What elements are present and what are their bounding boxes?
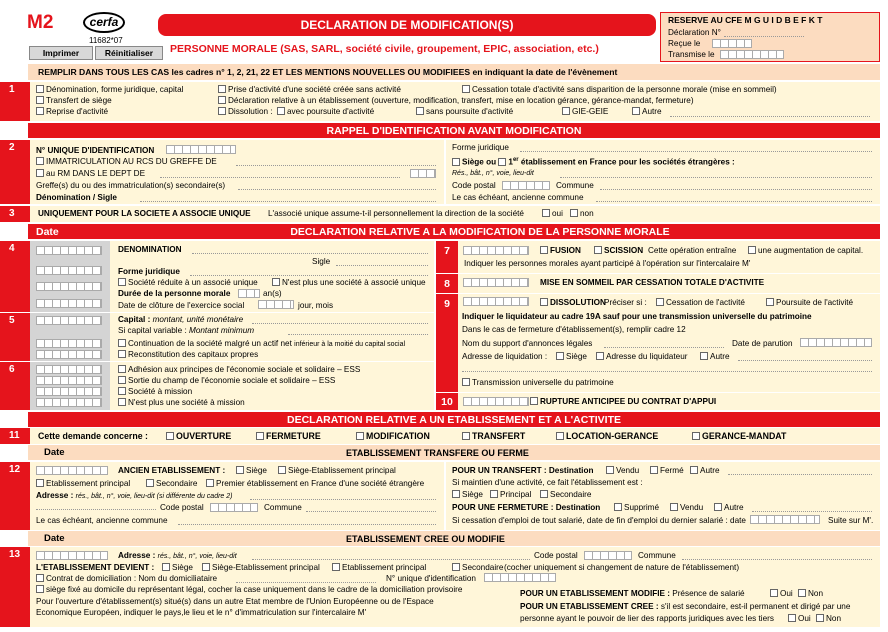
section-10-number: 10 [436,393,458,410]
s9-siege[interactable]: Siège [556,352,587,362]
s6-plus-mission[interactable]: N'est plus une société à mission [118,398,245,408]
s4-ans: an(s) [263,289,282,298]
s13-modifie: POUR UN ETABLISSEMENT MODIFIE : Présence de salarié [520,589,745,598]
s2-immat-field[interactable] [236,165,436,166]
s13-no-id-field[interactable] [484,573,556,582]
section-4-number: 4 [0,241,30,312]
s12-ancienne-field[interactable] [178,524,436,525]
s12-cp-label: Code postal [160,503,204,512]
s9-transmission[interactable]: Transmission universelle du patrimoine [462,378,614,388]
s6-mission[interactable]: Société à mission [118,387,192,397]
s9-preciser: Préciser si : [604,298,647,307]
s1-prise-activite[interactable]: Prise d'activité d'une société créée sans activité [218,85,401,95]
s2-ancienne: Le cas échéant, ancienne commune [452,193,584,202]
s3-label: UNIQUEMENT POUR LA SOCIETE A ASSOCIE UNIQUE [38,209,251,218]
s13-cocher: (cocher uniquement si changement de nature de l'établissement) [504,563,740,572]
s12-autre2-field[interactable] [752,511,872,512]
s1-avec-poursuite[interactable]: avec poursuite d'activité [277,107,374,117]
s12-siege[interactable]: Siège [236,466,267,476]
bar2-title: DECLARATION RELATIVE A UN ETABLISSEMENT ET A L'ACTIVITE [28,412,880,427]
s8-date[interactable] [463,278,529,287]
cerfa-number: 11682*07 [89,36,123,45]
s2-id-label: N° UNIQUE D'IDENTIFICATION [36,146,155,155]
s6-date-1[interactable] [36,365,102,374]
s2-denomination: Dénomination / Sigle [36,193,117,202]
s12-adresse: Adresse : rés., bât., n°, voie, lieu-dit (si différente du cadre 2) [36,491,233,500]
s13-ouverture-2: Economique Européen, indiquer le pays,le lieu et le n° d'immatriculation sur l'intercalaire M' [36,608,367,617]
s5-continuation[interactable]: Continuation de la société malgré un actif net inférieur à la moitié du capital social [118,339,405,350]
s12-suite: Suite sur M'. [828,516,874,525]
s9-address-line[interactable] [462,371,872,372]
s4-cloture-field[interactable] [258,300,294,309]
s9-date[interactable] [463,297,529,306]
s12-secondaire[interactable]: Secondaire [146,479,197,489]
recue-label: Reçue le [668,39,701,48]
s4-duree-field[interactable] [238,289,260,298]
section-12-number: 12 [0,462,30,530]
s13-commune-label: Commune [638,551,676,560]
s3-oui[interactable]: oui [542,209,563,219]
s4-sigle: Sigle [312,257,331,266]
s1-declaration-etab[interactable]: Déclaration relative à un établissement (ouverture, modification, transfert, mise en location gérance, gérance-mandat, fermeture) [218,96,694,106]
s4-cloture: Date de clôture de l'exercice social [118,301,245,310]
s2-ancienne-field[interactable] [596,201,872,202]
s2-greffes-field[interactable] [238,189,436,190]
s2-cp-label: Code postal [452,181,496,190]
s13-cp-label: Code postal [534,551,578,560]
declaration-no-field[interactable] [724,36,804,37]
s9-parution-field[interactable] [800,338,872,347]
cerfa-logo: cerfa [83,12,125,33]
reset-button[interactable]: Réinitialiser [95,46,163,60]
s13-modifie-non[interactable]: Non [798,589,823,599]
s12-ferme[interactable]: Fermé [650,466,684,476]
s12-cessation-date[interactable] [750,515,820,524]
declaration-no-label: Déclaration N° [668,28,721,37]
s12-etab-principal[interactable]: Etablissement principal [36,479,130,489]
s2-forme-field[interactable] [520,151,872,152]
s2-cp-field[interactable] [502,181,550,190]
s11-fermeture[interactable]: FERMETURE [256,431,321,441]
s2-res-field[interactable] [560,177,872,178]
s9-fermeture: Dans le cas de fermeture d'établissement(s), remplir cadre 12 [462,325,686,334]
s13-contrat[interactable]: Contrat de domiciliation : Nom du domiciliataire [36,574,217,584]
s12-vendu2[interactable]: Vendu [670,503,703,513]
s13-siege-fixe[interactable]: siège fixé au domicile du représentant légal, cocher la case uniquement dans le cadre de la domiciliation provisoire [36,585,462,595]
s1-autre[interactable]: Autre [632,107,662,117]
s4-forme: Forme juridique [118,267,180,276]
s13-contrat-field[interactable] [236,582,376,583]
s13-cree-q2: personne ayant le pouvoir de lier des rapports juridiques avec les tiers [520,614,774,623]
s12-commune-label: Commune [264,503,302,512]
s9-support-field[interactable] [604,347,724,348]
instruction-text: REMPLIR DANS TOUS LES CAS les cadres n° 1, 2, 21, 22 ET LES MENTIONS NOUVELLES OU MODIFIEES en indiquant la date de l'évènement [38,67,618,77]
s12-supprime[interactable]: Supprimé [614,503,659,513]
s2-forme: Forme juridique [452,143,509,152]
s11-gerance-mandat[interactable]: GERANCE-MANDAT [692,431,786,441]
s12-cp-field[interactable] [210,503,258,512]
s6-date-3[interactable] [36,387,102,396]
section-2-number: 2 [0,140,30,204]
s2-greffes: Greffe(s) du ou des immatriculation(s) secondaire(s) [36,181,226,190]
s5-capital-field[interactable] [252,323,428,324]
s13-date[interactable] [36,551,108,560]
section-5-number: 5 [0,313,30,361]
s12-commune-field[interactable] [306,511,436,512]
s1-gie-geie[interactable]: GIE-GEIE [562,107,608,117]
s13-adresse: Adresse : rés., bât., n°, voie, lieu-dit [118,551,237,560]
bar4-title: ETABLISSEMENT CREE OU MODIFIE [346,534,505,544]
s4-reduite[interactable]: Société réduite à un associé unique [118,278,258,288]
form-subtitle: PERSONNE MORALE (SAS, SARL, société civile, groupement, EPIC, association, etc.) [170,43,599,55]
s4-date-2[interactable] [36,266,102,275]
s4-jour: jour, mois [298,301,334,310]
s1-cessation-totale[interactable]: Cessation totale d'activité sans disparition de la personne morale (mise en sommeil) [462,85,777,95]
s9-cessation[interactable]: Cessation de l'activité [656,298,745,308]
s9-dissolution[interactable]: DISSOLUTION [540,298,606,308]
s5-date-1[interactable] [36,316,102,325]
s5-date-3[interactable] [36,350,102,359]
s11-transfert[interactable]: TRANSFERT [462,431,525,441]
s4-forme-field[interactable] [190,275,428,276]
s7-date[interactable] [463,246,529,255]
s5-variable: Si capital variable : Montant minimum [118,326,255,335]
s11-ouverture[interactable]: OUVERTURE [166,431,231,441]
s1-autre-field[interactable] [670,116,870,117]
s5-minimum-field[interactable] [288,334,428,335]
s4-denomination-field[interactable] [192,253,428,254]
s2-immat[interactable]: IMMATRICULATION AU RCS DU GREFFE DE [36,157,217,167]
s1-sans-poursuite[interactable]: sans poursuite d'activité [416,107,513,117]
s13-adresse-field[interactable] [252,559,530,560]
s1-denomination[interactable]: Dénomination, forme juridique, capital [36,85,183,95]
s2-commune-label: Commune [556,181,594,190]
s6-date-4[interactable] [36,398,102,407]
s9-autre-field[interactable] [738,360,872,361]
s2-rm[interactable]: au RM DANS LE DEPT DE [36,169,145,179]
s9-support: Nom du support d'annonces légales [462,339,593,348]
s5-capital: Capital : montant, unité monétaire [118,315,244,324]
form-code: M2 [27,12,54,33]
s6-adhesion[interactable]: Adhésion aux principes de l'économie sociale et solidaire – ESS [118,365,360,375]
s13-siege[interactable]: Siège [162,563,193,573]
bar1-date: Date [28,224,80,239]
s7-indiquer: Indiquer les personnes morales ayant participé à l'opération sur l'intercalaire M' [464,259,751,268]
s2-denomination-field[interactable] [140,201,436,202]
s12-autre2[interactable]: Autre [714,503,744,513]
s6-sortie[interactable]: Sortie du champ de l'économie sociale et solidaire – ESS [118,376,335,386]
s2-dept-field[interactable] [410,169,436,178]
bar3-title: ETABLISSEMENT TRANSFERE OU FERME [346,448,529,458]
s1-reprise-activite[interactable]: Reprise d'activité [36,107,108,117]
s12-pour-transfert: POUR UN TRANSFERT : Destination [452,466,594,475]
section-3-number: 3 [0,206,30,222]
s13-cree-non[interactable]: Non [816,614,841,624]
section-2-header: RAPPEL D'IDENTIFICATION AVANT MODIFICATION [28,123,880,138]
bar1-title: DECLARATION RELATIVE A LA MODIFICATION DE LA PERSONNE MORALE [80,224,880,239]
s2-rm-field[interactable] [160,177,400,178]
s12-adresse-line2[interactable] [36,509,156,510]
s2-id-field[interactable] [166,145,236,154]
s13-devient: L'ETABLISSEMENT DEVIENT : [36,563,155,572]
section-8-number: 8 [436,274,458,293]
s5-reconstitution[interactable]: Reconstitution des capitaux propres [118,350,258,360]
s12-premier-etab[interactable]: Premier établissement en France d'une société étrangère [206,479,424,489]
bar4-date: Date [44,533,65,544]
s4-date-1[interactable] [36,246,102,255]
s9-parution: Date de parution [732,339,793,348]
s3-non[interactable]: non [570,209,594,219]
s12-siege2[interactable]: Siège [452,490,483,500]
s4-date-4[interactable] [36,299,102,308]
s2-siege-ou[interactable]: Siège ou 1er établissement en France pour les sociétés étrangères : [452,155,735,168]
section-7-number: 7 [436,241,458,273]
transmise-date-field[interactable] [720,50,784,59]
s13-ouverture-1: Pour l'ouverture d'établissement(s) situé(s) dans un autre Etat membre de l'Union Européenne ou de l'Espace [36,597,434,606]
s10-label[interactable]: RUPTURE ANTICIPEE DU CONTRAT D'APPUI [530,397,716,407]
s4-nest-plus[interactable]: N'est plus une société à associé unique [272,278,426,288]
s13-commune-field[interactable] [682,559,872,560]
s1-dissolution[interactable]: Dissolution : [218,107,273,117]
s2-commune-field[interactable] [600,189,872,190]
bar3-date: Date [44,447,65,458]
s13-cp-field[interactable] [584,551,632,560]
s13-cree-oui[interactable]: Oui [788,614,811,624]
s8-label: MISE EN SOMMEIL PAR CESSATION TOTALE D'ACTIVITE [540,278,765,287]
s11-location-gerance[interactable]: LOCATION-GERANCE [556,431,658,441]
s12-secondaire2[interactable]: Secondaire [540,490,591,500]
s12-date[interactable] [36,466,108,475]
form-title: DECLARATION DE MODIFICATION(S) [158,14,656,36]
s9-autre[interactable]: Autre [700,352,730,362]
s11-modification[interactable]: MODIFICATION [356,431,430,441]
s12-pour-fermeture: POUR UNE FERMETURE : Destination [452,503,601,512]
s7-augmentation[interactable]: une augmentation de capital. [748,246,863,256]
s13-secondaire[interactable]: Secondaire [452,563,503,573]
section-9-number: 9 [436,294,458,392]
s7-operation: Cette opération entraîne [648,246,737,255]
s4-duree: Durée de la personne morale [118,289,231,298]
section-13-number: 13 [0,547,30,627]
s4-sigle-field[interactable] [336,265,428,266]
s9-poursuite[interactable]: Poursuite de l'activité [766,298,853,308]
s12-cessation: Si cessation d'emploi de tout salarié, date de fin d'emploi du dernier salarié : date [452,516,746,525]
s3-question: L'associé unique assume-t-il personnellement la direction de la société [268,209,524,218]
section-6-number: 6 [0,362,30,410]
s12-autre-field[interactable] [728,474,872,475]
s6-date-2[interactable] [36,376,102,385]
s7-scission[interactable]: SCISSION [594,246,643,256]
s11-label: Cette demande concerne : [38,431,148,441]
s13-cree: POUR UN ETABLISSEMENT CREE : s'il est secondaire, est-il permanent et dirigé par une [520,602,851,611]
print-button[interactable]: Imprimer [29,46,93,60]
s12-maintien: Si maintien d'une activité, ce fait l'établissement est : [452,478,643,487]
s7-fusion[interactable]: FUSION [540,246,581,256]
s2-res-hint: Rés., bât., n°, voie, lieu-dit [452,170,534,177]
s13-etab-principal[interactable]: Etablissement principal [332,563,426,573]
reserve-title: RESERVE AU CFE M G U I D B E F K T [668,15,823,25]
s4-denomination: DENOMINATION [118,245,182,254]
s9-adresse-liquidateur[interactable]: Adresse du liquidateur [596,352,687,362]
s9-liquidateur: Indiquer le liquidateur au cadre 19A sauf pour une transmission universelle du patrimoine [462,312,812,321]
section-11-number: 11 [0,428,30,444]
s13-no-id: N° unique d'identification [386,574,476,583]
s12-siege-etab[interactable]: Siège-Etablissement principal [278,466,396,476]
s13-siege-etab[interactable]: Siège-Etablissement principal [202,563,320,573]
s1-transfert-siege[interactable]: Transfert de siège [36,96,112,106]
s4-date-3[interactable] [36,282,102,291]
s13-modifie-oui[interactable]: Oui [770,589,793,599]
section-1-number: 1 [0,82,30,121]
s12-autre[interactable]: Autre [690,466,720,476]
s12-principal[interactable]: Principal [490,490,531,500]
recue-date-field[interactable] [712,39,752,48]
s10-date[interactable] [463,397,529,406]
s12-adresse-field[interactable] [250,499,436,500]
transmise-label: Transmise le [668,50,715,59]
s12-ancien: ANCIEN ETABLISSEMENT : [118,466,226,475]
s12-ancienne: Le cas échéant, ancienne commune [36,516,168,525]
s9-adresse: Adresse de liquidation : [462,352,548,361]
s12-vendu[interactable]: Vendu [606,466,639,476]
s5-date-2[interactable] [36,339,102,348]
